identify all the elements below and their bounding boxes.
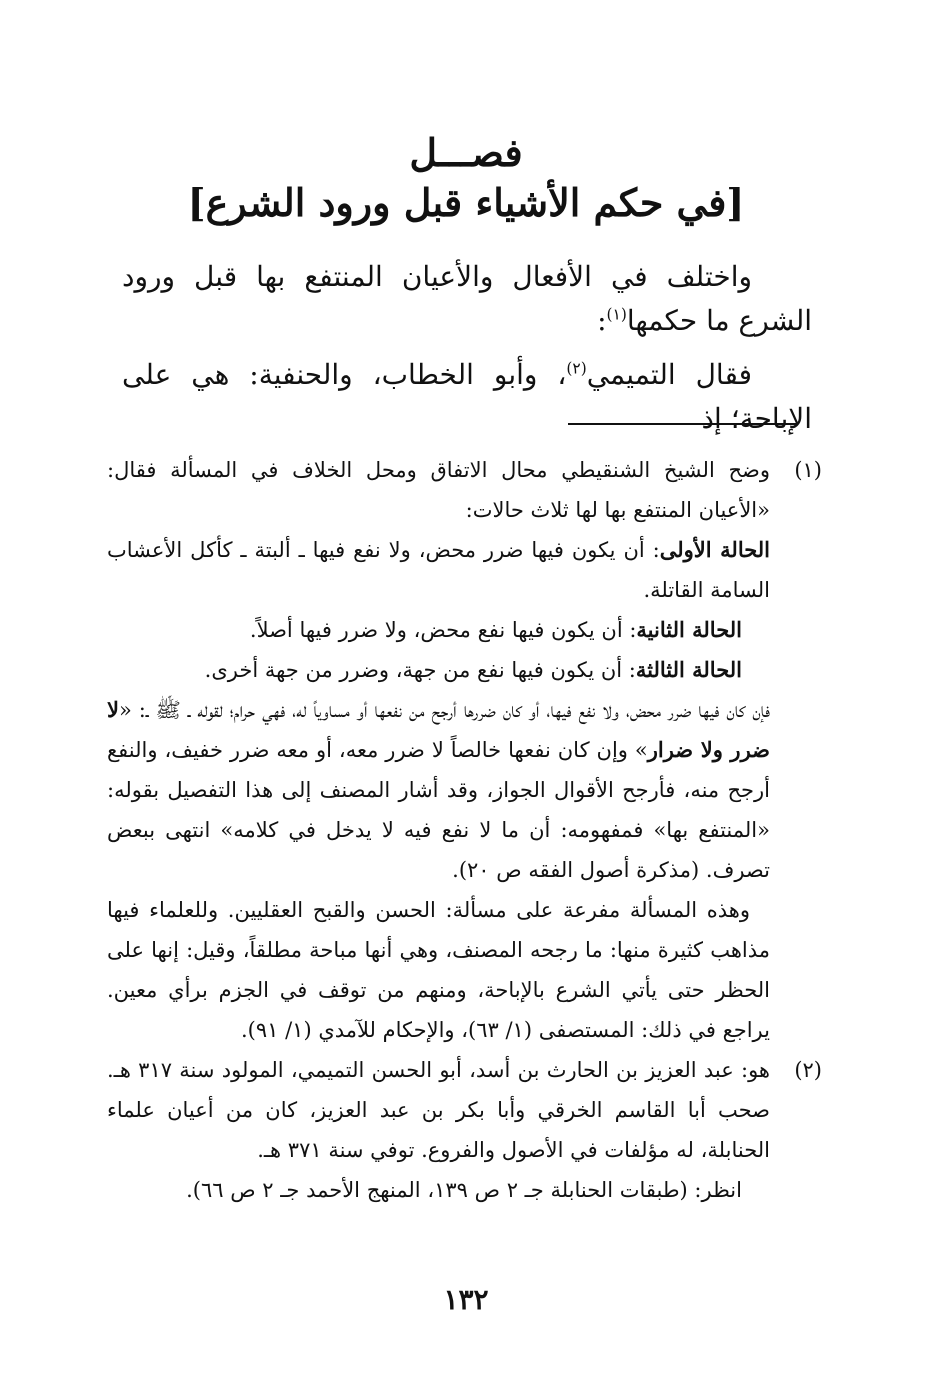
footnote-1-case-1 — [107, 530, 770, 610]
footnote-2-ref: انظر: (طبقات الحنابلة جـ ٢ ص ١٣٩، المنهج الأحمد جـ ٢ ص ٦٦). — [186, 1178, 742, 1202]
footnote-1-intro: وضح الشيخ الشنقيطي محال الاتفاق ومحل الخلاف في المسألة فقال: «الأعيان المنتفع بها لها ثلاث حالات: — [107, 458, 770, 522]
footnote-separator — [568, 423, 798, 425]
body-paragraph-1 — [122, 255, 812, 343]
case-3-text: : أن يكون فيها نفع من جهة، وضرر من جهة أخرى. — [204, 658, 636, 682]
case-2-text: : أن يكون فيها نفع محض، ولا ضرر فيها أصلاً. — [249, 618, 637, 642]
page-number: ١٣٢ — [443, 1283, 489, 1316]
footnote-1-number: (١) — [794, 458, 822, 482]
body-paragraph-2 — [122, 353, 812, 441]
case-1-text: : أن يكون فيها ضرر محض، ولا نفع فيها ـ ألبتة ـ كأكل الأعشاب السامة القاتلة. — [107, 538, 770, 602]
case-3-label: الحالة الثالثة — [635, 657, 742, 682]
case-2-label: الحالة الثانية — [636, 617, 742, 642]
footnote-2-text: هو: عبد العزيز بن الحارث بن أسد، أبو الحسن التميمي، المولود سنة ٣١٧ هـ. صحب أبا القاسم الخرقي وأبا بكر بن عبد العزيز، كان من أعيان علماء الحنابلة، له مؤلفات في الأصول والفروع. توفي سنة ٣٧١ هـ. — [107, 1058, 770, 1162]
footnote-1-detail — [107, 690, 770, 890]
footnote-ref-1: (١) — [606, 305, 627, 324]
body-paragraph-1-end: : — [597, 304, 607, 337]
detail-text-b: » وإن كان نفعها خالصاً لا ضرر معه، أو معه ضرر خفيف، والنفع أرجح منه، فأرجح الأقوال الجواز، وقد أشار المصنف إلى هذا التفصيل بقوله: «المنتفع بها» فمفهومه: أن ما لا نفع فيه لا يدخل في كلامه» انتهى ببعض تصرف. (مذكرة أصول الفقه ص ٢٠). — [107, 738, 770, 882]
section-heading: فصـــل — [409, 130, 523, 175]
footnote-1 — [107, 450, 822, 1050]
body-paragraph-1-text: واختلف في الأفعال والأعيان المنتفع بها قبل ورود الشرع ما حكمها — [122, 260, 812, 337]
section-subheading: [في حكم الأشياء قبل ورود الشرع] — [187, 180, 745, 225]
footnote-ref-2: (٢) — [566, 359, 587, 378]
body-paragraph-2-text-b: ، وأبو الخطاب، والحنفية: هي على الإباحة؛ إذ — [122, 358, 812, 435]
footnote-1-case-2 — [107, 610, 770, 650]
footnote-2-number: (٢) — [794, 1058, 822, 1082]
footnote-2 — [107, 1050, 822, 1210]
footnote-1-note: وهذه المسألة مفرعة على مسألة: الحسن والقبح العقليين. وللعلماء فيها مذاهب كثيرة منها: ما رجحه المصنف، وهي أنها مباحة مطلقاً، وقيل: إنها على الحظر حتى يأتي الشرع بالإباحة، ومنهم من توقف في الجزم برأي معين. يراجع في ذلك: المستصفى (١/ ٦٣)، والإحكام للآمدي (١/ ٩١). — [107, 898, 770, 1042]
detail-text-a: فإن كان فيها ضرر محض، ولا نفع فيها، أو كان ضررها أرجح من نفعها أو مساوياً له، فهي حرام؛ لقوله ـ ﷺ ـ: « — [118, 698, 770, 722]
body-paragraph-2-text-a: فقال التميمي — [586, 358, 753, 391]
case-1-label: الحالة الأولى — [659, 537, 771, 562]
footnote-1-case-3 — [107, 650, 770, 690]
footnotes — [107, 450, 822, 1210]
hadith-quote: لا ضرر ولا ضرار — [107, 697, 770, 762]
